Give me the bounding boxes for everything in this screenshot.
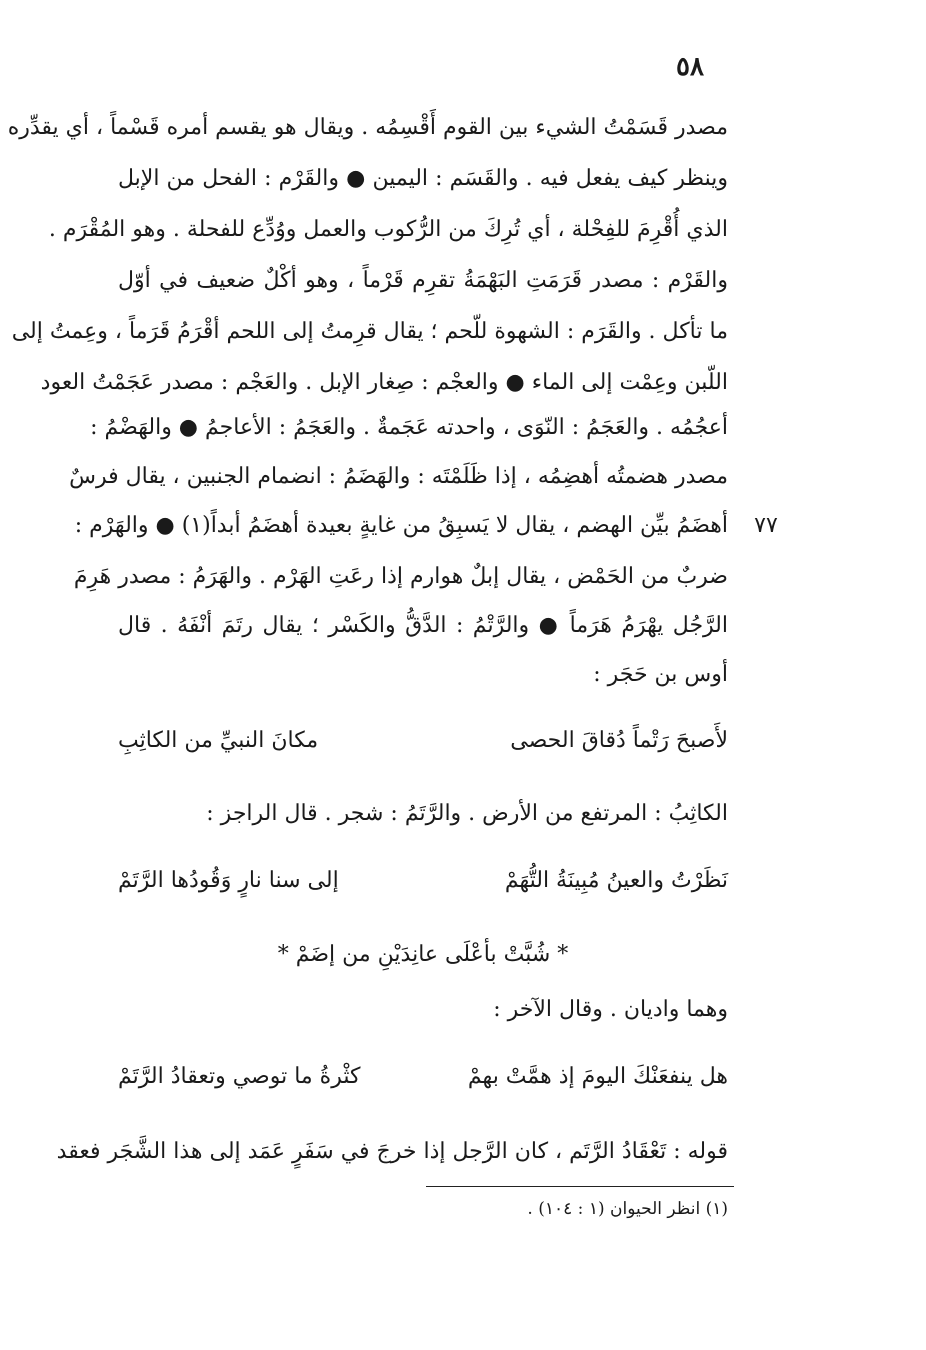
text-line: قوله : تَعْقَادُ الرَّتَم ، كان الرَّجل إذا خرجَ في سَفَرٍ عَمَد إلى هذا الشَّجَر فعقد — [56, 1139, 728, 1164]
text-line: والقَرْم : مصدر قَرَمَتِ البَهْمَةُ تقرِم قَرْماً ، وهو أكْلٌ ضعيف في أوّل — [118, 268, 728, 293]
verse-3-second-hemistich: كثْرةُ ما توصي وتعقادُ الرَّتَمْ — [118, 1064, 361, 1089]
text-line: ضربٌ من الحَمْض ، يقال إبلٌ هوارم إذا رعَتِ الهَرْم . والهَرَمُ : مصدر هَرِمَ — [73, 564, 728, 589]
verse-3-first-hemistich: هل ينفعَنْكَ اليومَ إذ همَّتْ بهمْ — [467, 1064, 728, 1089]
text-line: أوس بن حَجَر : — [593, 662, 728, 687]
verse-1-second-hemistich: مكانَ النبيِّ من الكاثِبِ — [118, 728, 319, 753]
verse-3 — [118, 1052, 728, 1102]
text-line: مصدر قَسَمْتُ الشيء بين القوم أَقْسِمُه . ويقال هو يقسم أمره قَسْماً ، أي يقدِّره — [7, 115, 728, 140]
margin-number: ٧٧ — [754, 513, 778, 538]
text-line: أعجُمُه . والعَجَمُ : النّوَى ، واحدته عَجَمةٌ . والعَجَمُ : الأعاجمُ ● والهَضْمُ : — [90, 415, 728, 440]
verse-2-second-hemistich: إلى سنا نارٍ وَقُودُها الرَّتَمْ — [118, 868, 339, 893]
page-number: ٥٨ — [676, 52, 704, 82]
text-line: مصدر هضمتُه أهضِمُه ، إذا ظَلَمْتَه : والهَضَمُ : انضمام الجنبين ، يقال فرسٌ — [69, 464, 728, 489]
text-line: الكاثِبُ : المرتفع من الأرض . والرَّتَمُ : شجر . قال الراجز : — [206, 801, 728, 826]
text-line: أهضَمُ بيِّن الهضم ، يقال لا يَسبِقُ من غايةٍ بعيدة أهضَمُ أبداً(١) ● والهَرْم : — [74, 513, 728, 538]
footnote-divider — [426, 1186, 734, 1187]
text-line: الذي أُقْرِمَ للفِحْلة ، أي تُرِكَ من الرُّكوب والعمل ووُدِّع للفحلة . وهو المُقْرَم . — [48, 217, 728, 242]
text-line: الرَّجُل يهْرَمُ هَرَماً ● والرَّتْمُ : الدَّقُّ والكَسْر ؛ يقال رتَمَ أنْفَهُ . قال — [118, 613, 728, 638]
text-line: وينظر كيف يفعل فيه . والقَسَم : اليمين ● والقَرْم : الفحل من الإبل — [118, 166, 728, 191]
text-line: اللّبن وعِمْت إلى الماء ● والعجْم : صِغار الإبل . والعَجْم : مصدر عَجَمْتُ العود — [40, 370, 728, 395]
verse-1-first-hemistich: لأَصبحَ رَتْماً دُقاقَ الحصى — [510, 728, 728, 753]
verse-2 — [118, 856, 728, 906]
verse-1 — [118, 716, 728, 766]
verse-2-extra: * شُبَّتْ بأعْلَى عانِدَيْنِ من إضَمْ * — [277, 942, 569, 967]
text-line: ما تأكل . والقَرَم : الشهوة للّحم ؛ يقال قرِمتُ إلى اللحم أقْرَمُ قَرَماً ، وعِمتُ إلى — [11, 319, 728, 344]
footnote: (١) انظر الحيوان (١ : ١٠٤) . — [527, 1199, 728, 1219]
verse-2-first-hemistich: نَظَرْتُ والعينُ مُبِينَةُ التُّهَمْ — [504, 868, 728, 893]
text-line: وهما واديان . وقال الآخر : — [493, 997, 728, 1022]
